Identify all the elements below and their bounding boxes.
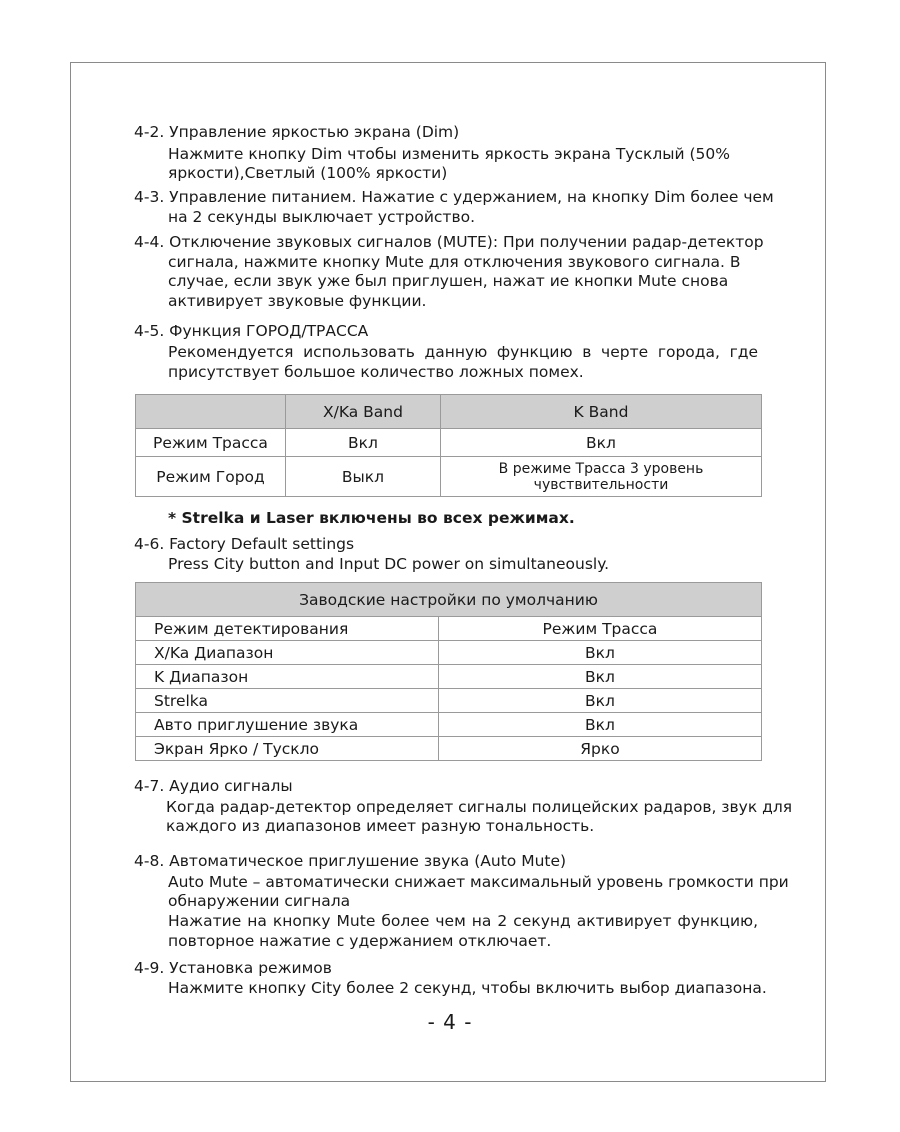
table-row bbox=[136, 737, 762, 761]
section-4-8-line: обнаружении сигнала bbox=[168, 892, 351, 910]
section-4-6-title: 4-6. Factory Default settings bbox=[134, 535, 355, 553]
table-cell: X/Ka Диапазон bbox=[136, 641, 439, 665]
section-4-9-line: Нажмите кнопку City более 2 секунд, чтобы включить выбор диапазона. bbox=[168, 979, 767, 997]
table-row bbox=[136, 689, 762, 713]
section-4-7-line: каждого из диапазонов имеет разную тональность. bbox=[166, 817, 595, 835]
table-cell: Вкл bbox=[439, 689, 762, 713]
section-4-7-title: 4-7. Аудио сигналы bbox=[134, 777, 293, 795]
table-cell: Вкл bbox=[286, 429, 441, 457]
section-4-8-line: Нажатие на кнопку Mute более чем на 2 секунд активирует функцию, bbox=[168, 912, 758, 930]
section-4-2-line: Нажмите кнопку Dim чтобы изменить яркость экрана Тусклый (50% bbox=[168, 145, 731, 163]
table-cell: Вкл bbox=[439, 641, 762, 665]
mode-table bbox=[135, 394, 762, 497]
section-4-5-line: присутствует большое количество ложных помех. bbox=[168, 363, 584, 381]
section-4-8-line: повторное нажатие с удержанием отключает. bbox=[168, 932, 552, 950]
table-row bbox=[136, 641, 762, 665]
cell-line: чувствительности bbox=[533, 476, 669, 493]
section-4-8-title: 4-8. Автоматическое приглушение звука (Auto Mute) bbox=[134, 852, 567, 870]
cell-line: В режиме Трасса 3 уровень bbox=[498, 460, 704, 477]
section-4-6-line: Press City button and Input DC power on simultaneously. bbox=[168, 555, 610, 573]
table-row bbox=[136, 665, 762, 689]
section-4-9-title: 4-9. Установка режимов bbox=[134, 959, 332, 977]
mode-table-header-empty bbox=[136, 395, 286, 429]
table-row bbox=[136, 713, 762, 737]
note-text: * Strelka и Laser включены во всех режимах. bbox=[168, 509, 575, 527]
defaults-table-title: Заводские настройки по умолчанию bbox=[136, 583, 762, 617]
section-4-4-line: активирует звуковые функции. bbox=[168, 292, 427, 310]
table-cell-multiline bbox=[441, 457, 762, 497]
section-4-4-title: 4-4. Отключение звуковых сигналов (MUTE): При получении радар-детектор bbox=[134, 233, 764, 251]
section-4-3-line: на 2 секунды выключает устройство. bbox=[168, 208, 476, 226]
page-number: - 4 - bbox=[427, 1010, 473, 1034]
table-cell: Ярко bbox=[439, 737, 762, 761]
mode-table-header-xka: X/Ka Band bbox=[286, 395, 441, 429]
table-cell: Вкл bbox=[439, 665, 762, 689]
table-row bbox=[136, 429, 762, 457]
section-4-5-title: 4-5. Функция ГОРОД/ТРАССА bbox=[134, 322, 369, 340]
section-4-2-line: яркости),Светлый (100% яркости) bbox=[168, 164, 448, 182]
section-4-4-line: сигнала, нажмите кнопку Mute для отключения звукового сигнала. В bbox=[168, 253, 741, 271]
section-4-2-title: 4-2. Управление яркостью экрана (Dim) bbox=[134, 123, 460, 141]
defaults-table bbox=[135, 582, 762, 761]
table-cell: Режим Трасса bbox=[136, 429, 286, 457]
table-row bbox=[136, 617, 762, 641]
table-cell: Вкл bbox=[439, 713, 762, 737]
table-cell: Режим Трасса bbox=[439, 617, 762, 641]
table-cell: Strelka bbox=[136, 689, 439, 713]
table-cell: K Диапазон bbox=[136, 665, 439, 689]
table-cell: Экран Ярко / Тускло bbox=[136, 737, 439, 761]
section-4-4-line: случае, если звук уже был приглушен, нажат ие кнопки Mute снова bbox=[168, 272, 729, 290]
section-4-3-title: 4-3. Управление питанием. Нажатие с удержанием, на кнопку Dim более чем bbox=[134, 188, 774, 206]
table-row bbox=[136, 457, 762, 497]
section-4-5-line: Рекомендуется использовать данную функцию в черте города, где bbox=[168, 343, 758, 361]
table-cell: Режим детектирования bbox=[136, 617, 439, 641]
table-cell: Авто приглушение звука bbox=[136, 713, 439, 737]
section-4-8-line: Auto Mute – автоматически снижает максимальный уровень громкости при bbox=[168, 873, 789, 891]
mode-table-header-k: K Band bbox=[441, 395, 762, 429]
table-cell: Режим Город bbox=[136, 457, 286, 497]
table-cell: Выкл bbox=[286, 457, 441, 497]
section-4-7-line: Когда радар-детектор определяет сигналы полицейских радаров, звук для bbox=[166, 798, 793, 816]
table-cell: Вкл bbox=[441, 429, 762, 457]
